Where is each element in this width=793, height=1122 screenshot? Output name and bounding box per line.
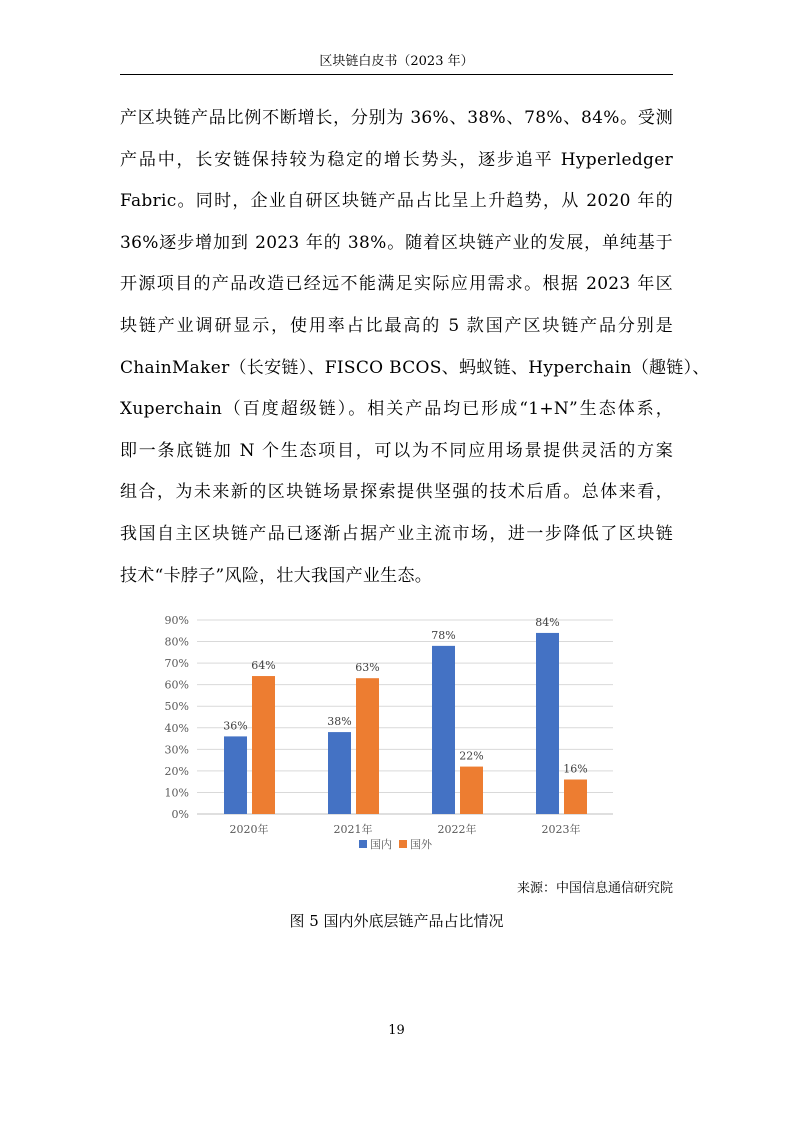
y-tick-label: 20%: [164, 764, 189, 778]
paragraph-line: 产区块链产品比例不断增长，分别为 36%、38%、78%、84%。受测: [120, 108, 673, 128]
paragraph-line: ChainMaker（长安链）、FISCO BCOS、蚂蚁链、Hyperchain（趣链）、: [120, 357, 710, 378]
y-tick-label: 50%: [164, 700, 189, 714]
data-label: 84%: [535, 615, 560, 629]
running-header: 区块链白皮书（2023 年）: [319, 54, 474, 69]
page-number: 19: [388, 1023, 405, 1038]
y-tick-label: 80%: [164, 635, 189, 649]
x-tick-label: 2023年: [541, 823, 581, 836]
bar-国内: [536, 633, 559, 814]
legend-swatch: [399, 840, 407, 848]
figure-source: 来源：中国信息通信研究院: [516, 881, 673, 896]
paragraph-line: 产品中，长安链保持较为稳定的增长势头，逐步追平 Hyperledger: [120, 149, 673, 170]
paragraph-line: 组合，为未来新的区块链场景探索提供坚强的技术后盾。总体来看，: [120, 482, 673, 503]
paragraph-line: 我国自主区块链产品已逐渐占据产业主流市场，进一步降低了区块链: [120, 523, 673, 544]
bar-chart: [155, 606, 625, 866]
figure-caption: 图 5 国内外底层链产品占比情况: [289, 912, 504, 930]
data-label: 36%: [223, 719, 248, 733]
paragraph-line: 36%逐步增加到 2023 年的 38%。随着区块链产业的发展，单纯基于: [120, 232, 673, 253]
legend-label: 国外: [410, 838, 432, 851]
y-tick-label: 90%: [164, 614, 189, 627]
bar-国外: [460, 767, 483, 814]
bar-国外: [356, 678, 379, 814]
data-label: 78%: [431, 628, 456, 642]
legend-swatch: [359, 840, 367, 848]
data-label: 63%: [355, 661, 380, 675]
data-label: 64%: [251, 659, 276, 673]
data-label: 38%: [327, 715, 352, 729]
paragraph-line: 块链产业调研显示，使用率占比最高的 5 款国产区块链产品分别是: [120, 315, 673, 336]
paragraph-line: 开源项目的产品改造已经远不能满足实际应用需求。根据 2023 年区: [120, 274, 673, 295]
x-tick-label: 2021年: [333, 823, 373, 836]
paragraph-line: Fabric。同时，企业自研区块链产品占比呈上升趋势，从 2020 年的: [120, 191, 673, 212]
body-paragraph: [120, 98, 710, 597]
y-tick-label: 40%: [164, 721, 189, 735]
x-tick-label: 2022年: [437, 823, 477, 836]
y-tick-label: 70%: [164, 657, 189, 671]
data-label: 22%: [459, 749, 484, 763]
bar-国内: [328, 732, 351, 814]
data-label: 16%: [563, 762, 588, 776]
bar-国内: [432, 646, 455, 814]
y-tick-label: 30%: [164, 743, 189, 757]
paragraph-line: Xuperchain（百度超级链）。相关产品均已形成“1+N”生态体系，: [120, 399, 673, 420]
header-divider: [120, 74, 673, 75]
legend-label: 国内: [370, 838, 392, 851]
y-tick-label: 60%: [164, 678, 189, 692]
paragraph-line: 技术“卡脖子”风险，壮大我国产业生态。: [120, 565, 433, 586]
bar-国外: [564, 780, 587, 814]
bar-国内: [224, 736, 247, 814]
paragraph-line: 即一条底链加 N 个生态项目，可以为不同应用场景提供灵活的方案: [120, 440, 673, 461]
y-tick-label: 0%: [171, 808, 189, 821]
x-tick-label: 2020年: [229, 823, 269, 836]
y-tick-label: 10%: [164, 786, 189, 800]
bar-国外: [252, 676, 275, 814]
